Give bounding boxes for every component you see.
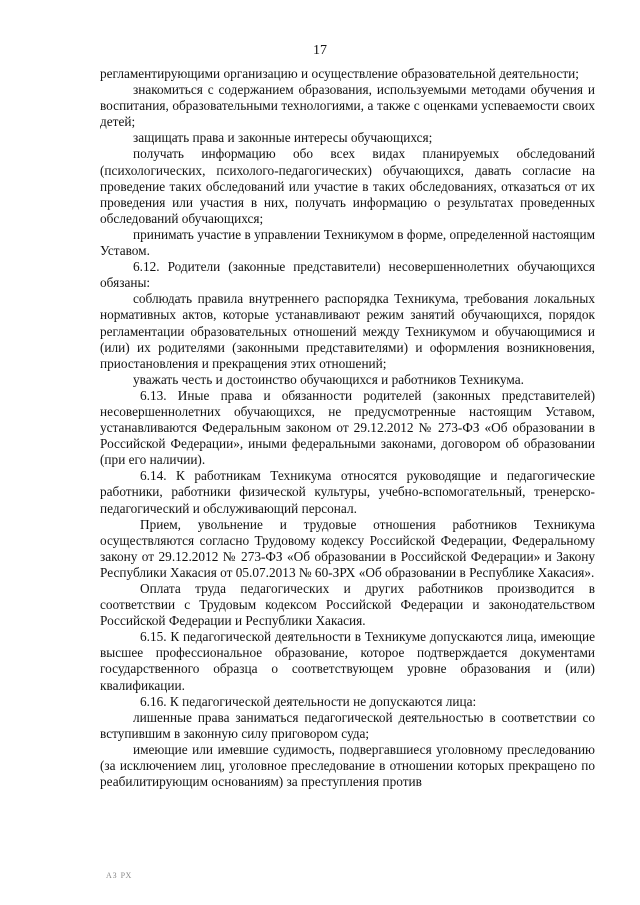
- page-number: 17: [313, 43, 327, 58]
- paragraph: уважать честь и достоинство обучающихся и работников Техникума.: [133, 371, 524, 387]
- paragraph: принимать участие в управлении Техникумом в форме, определенной настоящим Уставом.: [100, 226, 596, 259]
- paragraph: знакомиться с содержанием образования, используемыми методами обучения и воспитания, образовательными технологиями, а также с оценками успеваемости своих детей;: [100, 82, 595, 130]
- paragraph: Прием, увольнение и трудовые отношения работников Техникума осуществляются согласно Трудовому кодексу Российской Федерации, Федеральному закону от 29.12.2012 № 273-ФЗ «Об образовании в Российской Федерации» и Закону Республики Хакасия от 05.07.2013 № 60-ЗРХ «Об образовании в Республике Хакасия».: [100, 516, 595, 580]
- paragraph: 6.12. Родители (законные представители) несовершеннолетних обучающихся обязаны:: [100, 259, 595, 291]
- document-body: [100, 66, 595, 790]
- paragraph: 6.16. К педагогической деятельности не допускаются лица:: [140, 693, 477, 709]
- paragraph: получать информацию обо всех видах планируемых обследований (психологических, психолого-педагогических) обучающихся, давать согласие на проведение таких обследований или участие в таких обследованиях, отказаться от их проведения или участия в них, получать информацию о результатах проведенных обследований обучающихся;: [100, 146, 595, 226]
- footer-mark: АЗ РХ: [106, 871, 133, 880]
- paragraph: 6.14. К работникам Техникума относятся руководящие и педагогические работники, работники физической культуры, учебно-вспомогательный, тренерско-педагогический и обслуживающий персонал.: [100, 468, 595, 516]
- paragraph: 6.15. К педагогической деятельности в Техникуме допускаются лица, имеющие высшее профессиональное образование, которое подтверждается документами государственного образца о соответствующем уровне образования и (или) квалификации.: [100, 629, 595, 693]
- paragraph: Оплата труда педагогических и других работников производится в соответствии с Трудовым кодексом Российской Федерации и законодательством Российской Федерации и Республики Хакасия.: [100, 581, 595, 629]
- paragraph: защищать права и законные интересы обучающихся;: [133, 130, 433, 146]
- paragraph: регламентирующими организацию и осуществление образовательной деятельности;: [100, 66, 579, 81]
- paragraph: лишенные права заниматься педагогической деятельностью в соответствии со вступившим в законную силу приговором суда;: [100, 709, 595, 741]
- paragraph: соблюдать правила внутреннего распорядка Техникума, требования локальных нормативных актов, которые устанавливают режим занятий обучающихся, порядок регламентации образовательных отношений между Техникумом и обучающимися и (или) их родителями (законными представителями) и оформления возникновения, приостановления и прекращения этих отношений;: [100, 291, 595, 371]
- paragraph: 6.13. Иные права и обязанности родителей (законных представителей) несовершеннолетних обучающихся, не предусмотренные настоящим Уставом, устанавливаются Федеральным законом от 29.12.2012 № 273-ФЗ «Об образовании в Российской Федерации», иными федеральными законами, договором об образовании (при его наличии).: [100, 387, 595, 468]
- paragraph: имеющие или имевшие судимость, подвергавшиеся уголовному преследованию (за исключением лиц, уголовное преследование в отношении которых прекращено по реабилитирующим основаниям) за преступления против: [100, 741, 595, 790]
